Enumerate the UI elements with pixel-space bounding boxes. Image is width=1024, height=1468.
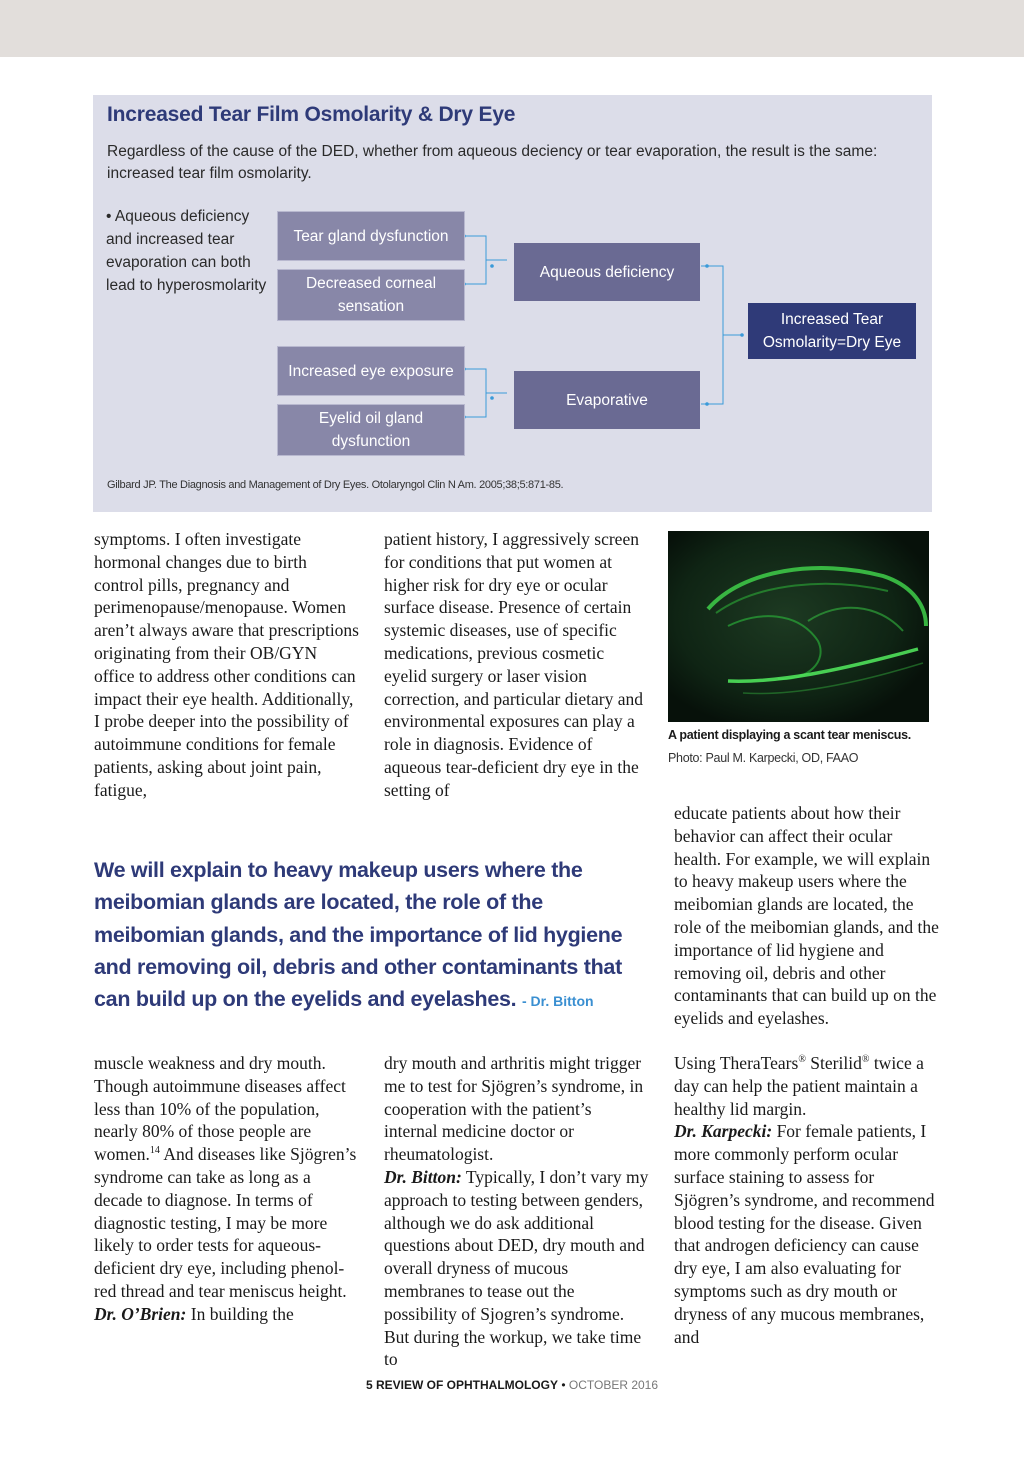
body-column-3 bbox=[674, 802, 939, 1030]
body-text: And diseases like Sjögren’s syndrome can take as long as a decade to diagnose. In terms of diagnostic testing, I may be more likely to order tests for aqueous-deficient dry eye, including phenol-red thread and tear meniscus height. bbox=[94, 1144, 357, 1301]
body-column-4 bbox=[94, 1052, 359, 1326]
sidebar-title: Increased Tear Film Osmolarity & Dry Eye bbox=[107, 103, 516, 126]
page-footer bbox=[0, 1378, 1024, 1392]
registered-mark: ® bbox=[861, 1054, 870, 1066]
body-paragraph bbox=[94, 1052, 359, 1326]
eye-photo bbox=[668, 531, 929, 722]
body-paragraph: educate patients about how their behavior can affect their ocular health. For example, we will explain to heavy makeup users where the meibomian glands are located, the role of the meibomian glands, and the importance of lid hygiene and removing oil, debris and other contaminants that can build up on the eyelids and eyelashes. bbox=[674, 803, 939, 1029]
body-text: Sterilid bbox=[805, 1053, 862, 1073]
top-band bbox=[0, 0, 1024, 57]
body-paragraph: symptoms. I often investigate hormonal changes due to birth control pills, pregnancy and perimenopause/menopause. Women aren’t always aware that prescriptions originating from their OB/GYN office to address other conditions can impact their eye health. Additionally, I probe deeper into the possibility of autoimmune conditions for female patients, asking about joint pain, fatigue, bbox=[94, 529, 359, 800]
flow-increased-eye-exposure: Increased eye exposure bbox=[277, 346, 465, 396]
sidebar-intro: Regardless of the cause of the DED, whether from aqueous deciency or tear evaporation, the result is the same: increased tear film osmolarity. bbox=[107, 143, 878, 182]
flow-evaporative: Evaporative bbox=[514, 371, 700, 429]
body-text: Using TheraTears bbox=[674, 1053, 799, 1073]
photo-credit: Photo: Paul M. Karpecki, OD, FAAO bbox=[668, 751, 859, 765]
speaker-label: Dr. O’Brien: bbox=[94, 1303, 187, 1324]
sidebar-citation: Gilbard JP. The Diagnosis and Management of Dry Eyes. Otolaryngol Clin N Am. 2005;38;5:871-85. bbox=[107, 479, 564, 491]
body-paragraph bbox=[384, 1052, 649, 1371]
pull-quote bbox=[94, 854, 654, 1017]
body-column-1 bbox=[94, 528, 359, 802]
body-text: Typically, I don’t vary my approach to testing between genders, although we do ask additional questions about DED, dry mouth and overall dryness of mucous membranes to tease out the possibility of Sjogren’s syndrome. But during the workup, we take time to bbox=[384, 1166, 649, 1370]
footer-publication: 5 REVIEW OF OPHTHALMOLOGY bbox=[365, 1378, 558, 1392]
flow-decreased-corneal-sensation: Decreased corneal sensation bbox=[277, 269, 465, 321]
body-text: twice a day can help the patient maintain a healthy lid margin. bbox=[674, 1053, 924, 1119]
registered-mark: ® bbox=[798, 1054, 806, 1066]
body-paragraph bbox=[674, 1052, 939, 1348]
pull-quote-attribution: - Dr. Bitton bbox=[522, 993, 594, 1010]
body-text: In building the bbox=[186, 1303, 294, 1324]
speaker-label: Dr. Karpecki: bbox=[674, 1121, 773, 1142]
body-text: For female patients, I more commonly perform ocular surface staining to assess for Sjögren’s syndrome, and recommend blood testing for the disease. Given that androgen deficiency can cause dry eye, I am also evaluating for symptoms such as dry mouth or dryness of any mucous membranes, and bbox=[674, 1121, 935, 1347]
body-column-6 bbox=[674, 1052, 939, 1348]
sidebar-bullet: • Aqueous deficiency and increased tear evaporation can both lead to hyperosmolarity bbox=[106, 208, 267, 294]
footer-date: OCTOBER 2016 bbox=[568, 1378, 659, 1392]
fluorescein-eye-image bbox=[668, 531, 929, 722]
flow-tear-gland-dysfunction: Tear gland dysfunction bbox=[277, 211, 465, 261]
body-column-5 bbox=[384, 1052, 649, 1371]
body-text: dry mouth and arthritis might trigger me to test for Sjögren’s syndrome, in cooperation with the patient’s internal medicine doctor or rheumatologist. bbox=[384, 1053, 644, 1165]
flow-result: Increased Tear Osmolarity=Dry Eye bbox=[748, 303, 916, 359]
flow-eyelid-oil-gland-dysfunction: Eyelid oil gland dysfunction bbox=[277, 404, 465, 456]
footer-separator: • bbox=[561, 1378, 566, 1392]
flow-aqueous-deficiency: Aqueous deficiency bbox=[514, 243, 700, 301]
body-text: muscle weakness and dry mouth. Though autoimmune diseases affect less than 10% of the population, nearly 80% of those people are women. bbox=[94, 1053, 346, 1165]
speaker-label: Dr. Bitton: bbox=[384, 1166, 462, 1187]
body-column-2 bbox=[384, 528, 649, 802]
reference-superscript: 14 bbox=[149, 1145, 160, 1157]
body-paragraph: patient history, I aggressively screen for conditions that put women at higher risk for dry eye or ocular surface disease. Presence of certain systemic diseases, use of specific medications, previous cosmetic eyelid surgery or laser vision correction, and particular dietary and environmental exposures can play a role in diagnosis. Evidence of aqueous tear-deficient dry eye in the setting of bbox=[384, 529, 643, 800]
photo-caption: A patient displaying a scant tear meniscus. bbox=[668, 728, 911, 742]
sidebar-box bbox=[93, 95, 932, 512]
pull-quote-text: We will explain to heavy makeup users where the meibomian glands are located, the role of the meibomian glands, and the importance of lid hygiene and removing oil, debris and other contaminants that can build up on the eyelids and eyelashes. bbox=[94, 858, 623, 1012]
